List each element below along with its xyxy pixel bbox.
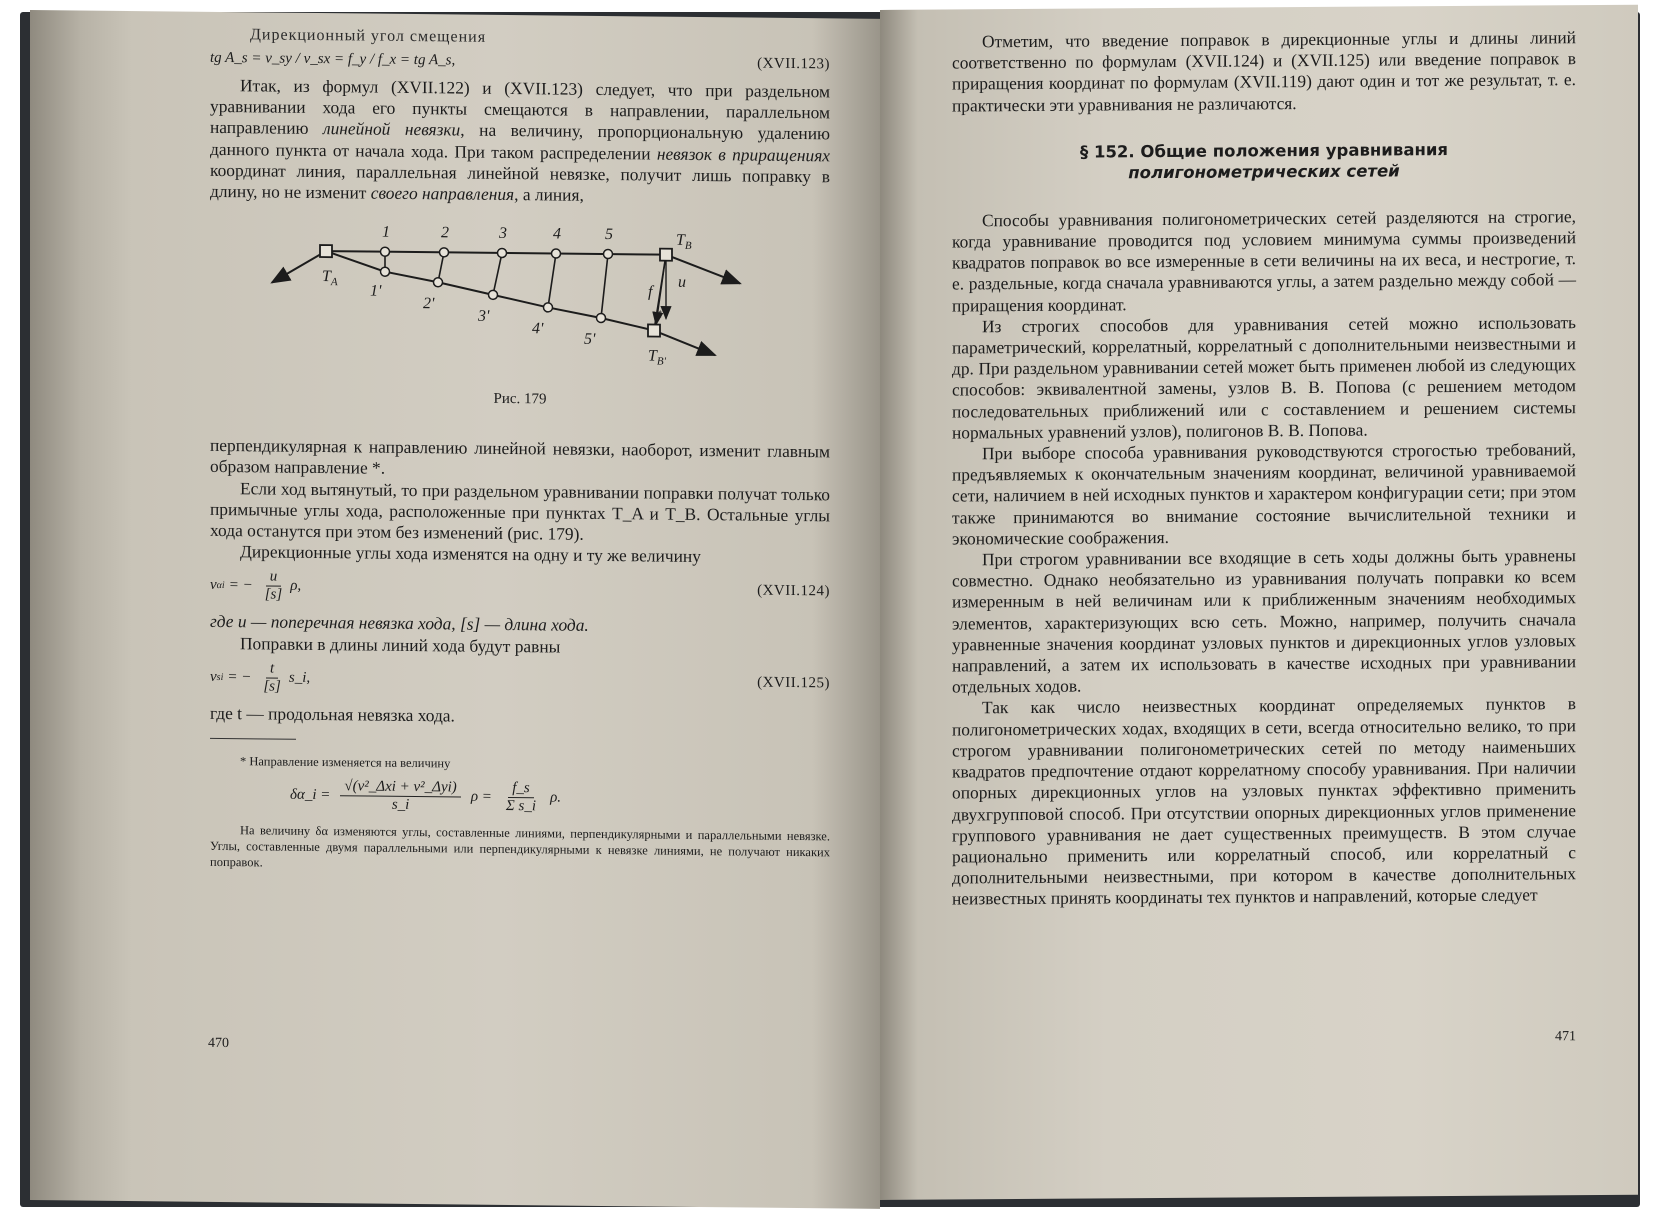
label-bottom-1: 1' bbox=[370, 282, 382, 300]
paragraph-r5: При строгом уравнивании все входящие в сеть ходы должны быть уравнены совместно. Однако необязательно из уравнивания получать поправки ко всем измеренным в ней величинам или к приближенным значениям необходимых элементов, характеризующих всю сеть. Можно, например, получить сначала уравненные значения координат узловых пунктов и дирекционных углов узловых направлений, а затем их использовать в качестве исходных при уравнивании отдельных ходов. bbox=[952, 545, 1576, 697]
page-number-right: 471 bbox=[1555, 1029, 1576, 1045]
equation-length-correction bbox=[210, 660, 310, 696]
label-ta: $T_A$ bbox=[322, 268, 338, 289]
footnote-rule bbox=[210, 738, 296, 740]
label-top-3: 3 bbox=[499, 225, 507, 243]
equation-shift-angle: tg A_s = v_sy / v_sx = f_y / f_x = tg A_s, bbox=[210, 49, 456, 69]
label-tb-prime: $T_{B'}$ bbox=[648, 347, 666, 368]
label-bottom-5: 5' bbox=[584, 331, 596, 349]
right-page bbox=[880, 5, 1638, 1200]
formula-lhs: δα_i = bbox=[290, 786, 331, 804]
eq-subscript: si bbox=[216, 671, 224, 683]
page-number-left: 470 bbox=[208, 1035, 229, 1052]
label-tb: $T_B$ bbox=[676, 231, 692, 253]
paragraph-r4: При выборе способа уравнивания руководствуются строгостью требований, предъявляемых к окончательным значениям координат, величиной уравниваемой сети, наличием в ней исходных пунктов и характером конфигурации сети; при этом также принимаются во внимание состояние вычислительной техники и экономические соображения. bbox=[952, 439, 1576, 549]
equation-xvii-123 bbox=[210, 50, 830, 73]
formula-end: ρ. bbox=[550, 789, 562, 806]
formula-operator: ρ = bbox=[470, 788, 492, 805]
section-heading bbox=[952, 138, 1576, 184]
equation-xvii-124 bbox=[210, 568, 830, 609]
paragraph-r3: Из строгих способов для уравнивания сетей можно использовать параметрический, коррелатный, коррелатный с дополнительными неизвестными и др. При раздельном уравнивании сетей может быть применен любой из следующих способов: эквивалентной замены, узлов В. В. Попова (с решением методом последовательных приближений или с составлением и решением системы нормальных уравнений узлов), полигонов В. В. Попова. bbox=[952, 311, 1576, 443]
label-u: u bbox=[678, 274, 686, 292]
formula-fraction-1: $\frac{\text{√(v²\_Δxi + v²\_Δyi)}}{s\_i}$ bbox=[340, 778, 460, 814]
figure-caption: Рис. 179 bbox=[493, 391, 547, 408]
section-title: § 152. Общие положения уравнивания bbox=[1079, 139, 1449, 162]
traverse-diagram bbox=[210, 210, 810, 394]
label-bottom-4: 4' bbox=[532, 320, 544, 338]
label-f: f bbox=[648, 283, 653, 301]
label-t: t bbox=[658, 305, 662, 321]
text-span: , на величину, пропорциональную удалению данного пункта от начала хода. При таком распределении bbox=[210, 119, 830, 164]
footnote-body: На величину δα изменяются углы, составленные линиями, перпендикулярными и параллельными невязке. Углы, составленные двумя параллельными или перпендикулярными к невязке линиями, не получают никаких поправок. bbox=[210, 823, 830, 870]
left-page bbox=[30, 10, 880, 1209]
paragraph-2: перпендикулярная к направлению линейной невязки, наоборот, изменит главным образом направление *. bbox=[210, 435, 830, 479]
eq-subscript: αi bbox=[216, 580, 225, 592]
eq-operator: = − bbox=[228, 577, 253, 594]
italic-span: своего направления bbox=[370, 182, 515, 205]
section-subtitle: полигонометрических сетей bbox=[1128, 161, 1400, 183]
paragraph-3: Если ход вытянутый, то при раздельном уравнивании поправки получат только примычные углы хода, расположенные при пунктах T_A и T_B. Остальные углы хода останутся при этом без изменений (рис. 179). bbox=[210, 477, 830, 544]
paragraph-7: где t — продольная невязка хода. bbox=[210, 702, 455, 726]
label-top-2: 2 bbox=[441, 224, 449, 242]
eq-symbol: v bbox=[210, 577, 217, 594]
eq-length: s_i, bbox=[288, 669, 311, 686]
text-span: , а линия, bbox=[514, 184, 584, 205]
label-top-4: 4 bbox=[553, 225, 561, 243]
eq-operator: = − bbox=[227, 668, 252, 686]
label-bottom-2: 2' bbox=[423, 295, 435, 313]
equation-number: (XVII.124) bbox=[757, 583, 830, 600]
eq-fraction: $\frac{t}{[s]}$ bbox=[263, 660, 281, 695]
eq-fraction: $\frac{u}{[s]}$ bbox=[264, 568, 283, 604]
paragraph-r1: Отметим, что введение поправок в дирекционные углы и длины линий соответственно по формулам (XVII.124) и (XVII.125) или введение поправок в приращения координат по формулам (XVII.119) дают один и тот же результат, т. е. практически эти уравнивания не различаются. bbox=[952, 27, 1576, 116]
footnote-intro: * Направление изменяется на величину bbox=[240, 754, 451, 771]
equation-xvii-125 bbox=[210, 660, 830, 701]
label-bottom-3: 3' bbox=[478, 307, 490, 326]
label-top-5: 5 bbox=[605, 226, 613, 244]
equation-angle-correction bbox=[210, 568, 301, 604]
equation-number: (XVII.123) bbox=[757, 55, 830, 73]
paragraph-6: Поправки в длины линий хода будут равны bbox=[240, 632, 561, 657]
eq-rho: ρ, bbox=[290, 578, 302, 595]
italic-span: линейной невязки bbox=[323, 118, 461, 140]
paragraph-r2: Способы уравнивания полигонометрических сетей разделяются на строгие, когда уравнивание проводится под условием минимума суммы произведений квадратов поправок во все измеренные в сети величины на их веса, и нестрогие, т. е. раздельные, когда сначала уравниваются углы, а затем раздельно между собой — приращения координат. bbox=[952, 205, 1576, 316]
paragraph-5: где u — поперечная невязка хода, [s] — длина хода. bbox=[210, 611, 589, 636]
paragraph-1 bbox=[210, 75, 830, 209]
figure-179 bbox=[210, 210, 810, 394]
formula-fraction-2: $\frac{f\_s}{\text{Σ s\_i}}$ bbox=[505, 780, 537, 815]
equation-number: (XVII.125) bbox=[757, 674, 830, 692]
footnote-formula bbox=[290, 778, 830, 819]
paragraph-4: Дирекционные углы хода изменятся на одну и ту же величину bbox=[240, 541, 701, 567]
eq-symbol: v bbox=[210, 668, 217, 685]
text-span: координат линия, параллельная линейной невязке, получит лишь поправку в длину, но не изменит bbox=[210, 159, 830, 203]
paragraph-r6: Так как число неизвестных координат определяемых пунктов в полигонометрических ходах, входящих в сети, всегда относительно велико, то при строгом уравнивании полигонометрических сетей по методу наименьших квадратов предпочтение отдают коррелатному способу уравнивания. При наличии опорных дирекционных углов на узловых пунктах эффективно применить двухгрупповой способ. При отсутствии опорных дирекционных углов применение группового уравнивания не дает существенных преимуществ. В этом случае рационально применить или коррелатный способ, или коррелатный с дополнительными неизвестными, при котором в качестве дополнительных неизвестных принять координаты тех пунктов и направлений, которые следует bbox=[952, 693, 1576, 909]
italic-span: невязок в приращениях bbox=[656, 143, 830, 165]
running-head: Дирекционный угол смещения bbox=[250, 26, 487, 46]
text-span: Итак, из формул (XVII.122) и (XVII.123) следует, что при раздельном уравнивании хода его пункты смещаются в направлении, параллельном направлению bbox=[210, 75, 830, 139]
label-top-1: 1 bbox=[382, 223, 390, 241]
